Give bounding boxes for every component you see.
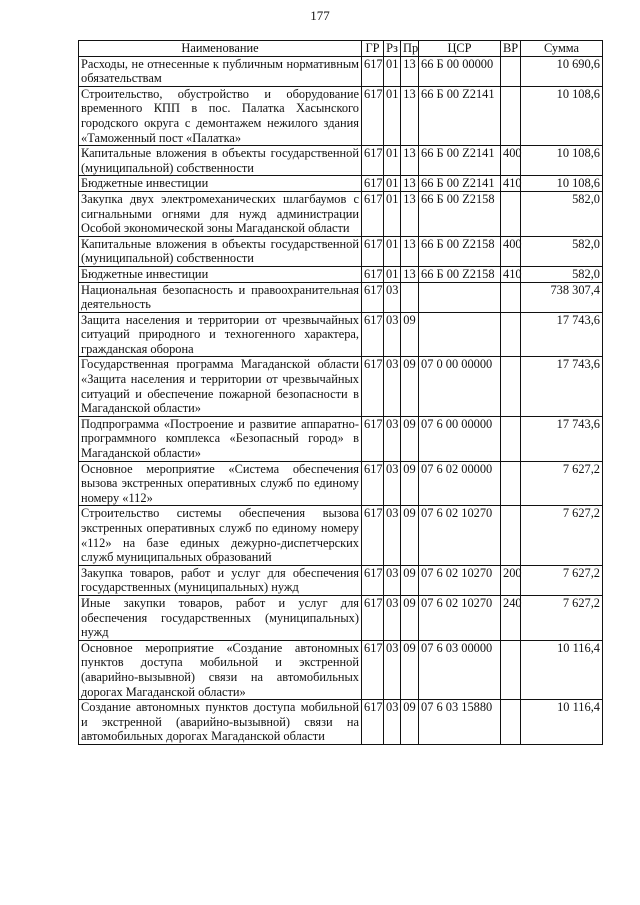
cell-csr: 07 6 02 10270 [419, 595, 501, 640]
cell-rz: 03 [384, 282, 401, 312]
cell-rz: 03 [384, 357, 401, 416]
cell-rz: 01 [384, 146, 401, 176]
table-row [79, 236, 603, 266]
cell-name: Бюджетные инвестиции [79, 266, 362, 282]
cell-vr [501, 56, 521, 86]
cell-name: Основное мероприятие «Создание автономных пунктов доступа мобильной и экстренной (аварийно-вызывной) связи на автомобильных дорогах Магаданской области» [79, 640, 362, 699]
cell-csr: 07 6 03 00000 [419, 640, 501, 699]
cell-csr [419, 312, 501, 357]
cell-csr: 07 6 03 15880 [419, 700, 501, 745]
table-row [79, 282, 603, 312]
table-row [79, 191, 603, 236]
cell-pr: 09 [401, 416, 419, 461]
header-sum: Сумма [521, 41, 603, 57]
cell-rz: 03 [384, 506, 401, 565]
cell-gr: 617 [362, 506, 384, 565]
cell-sum: 17 743,6 [521, 312, 603, 357]
cell-gr: 617 [362, 595, 384, 640]
cell-rz: 03 [384, 700, 401, 745]
cell-name: Строительство системы обеспечения вызова экстренных оперативных служб по единому номеру «112» на базе единых дежурно-диспетчерских служб муниципальных образований [79, 506, 362, 565]
cell-vr [501, 312, 521, 357]
cell-csr: 66 Б 00 Z2158 [419, 266, 501, 282]
cell-sum: 10 108,6 [521, 86, 603, 145]
cell-name: Национальная безопасность и правоохранительная деятельность [79, 282, 362, 312]
cell-vr [501, 416, 521, 461]
cell-rz: 03 [384, 595, 401, 640]
cell-pr: 13 [401, 191, 419, 236]
cell-gr: 617 [362, 312, 384, 357]
cell-rz: 03 [384, 312, 401, 357]
cell-sum: 10 116,4 [521, 700, 603, 745]
cell-gr: 617 [362, 266, 384, 282]
cell-vr: 400 [501, 146, 521, 176]
cell-pr: 09 [401, 640, 419, 699]
cell-rz: 03 [384, 565, 401, 595]
cell-vr [501, 506, 521, 565]
cell-sum: 582,0 [521, 191, 603, 236]
budget-table [78, 40, 603, 745]
cell-sum: 7 627,2 [521, 595, 603, 640]
cell-sum: 10 690,6 [521, 56, 603, 86]
table-row [79, 700, 603, 745]
cell-csr: 66 Б 00 Z2158 [419, 191, 501, 236]
cell-csr: 07 6 02 10270 [419, 565, 501, 595]
cell-name: Основное мероприятие «Система обеспечения вызова экстренных оперативных служб по единому номеру «112» [79, 461, 362, 506]
cell-rz: 03 [384, 461, 401, 506]
cell-pr: 09 [401, 506, 419, 565]
header-rz: Рз [384, 41, 401, 57]
table-row [79, 266, 603, 282]
cell-rz: 01 [384, 86, 401, 145]
table-row [79, 146, 603, 176]
table-row [79, 176, 603, 192]
cell-vr [501, 700, 521, 745]
cell-gr: 617 [362, 282, 384, 312]
table-row [79, 461, 603, 506]
cell-vr [501, 640, 521, 699]
page-number: 177 [310, 8, 330, 23]
cell-csr: 07 0 00 00000 [419, 357, 501, 416]
table-row [79, 506, 603, 565]
cell-csr: 07 6 00 00000 [419, 416, 501, 461]
cell-pr: 13 [401, 236, 419, 266]
cell-pr: 13 [401, 176, 419, 192]
header-gr: ГР [362, 41, 384, 57]
cell-sum: 582,0 [521, 236, 603, 266]
cell-pr [401, 282, 419, 312]
cell-csr: 66 Б 00 00000 [419, 56, 501, 86]
cell-gr: 617 [362, 357, 384, 416]
cell-vr: 200 [501, 565, 521, 595]
table-body [79, 56, 603, 744]
cell-gr: 617 [362, 191, 384, 236]
cell-vr [501, 357, 521, 416]
cell-csr: 66 Б 00 Z2158 [419, 236, 501, 266]
cell-csr: 07 6 02 10270 [419, 506, 501, 565]
header-vr: ВР [501, 41, 521, 57]
cell-gr: 617 [362, 565, 384, 595]
table-row [79, 416, 603, 461]
table-row [79, 312, 603, 357]
cell-gr: 617 [362, 176, 384, 192]
cell-sum: 10 108,6 [521, 146, 603, 176]
cell-gr: 617 [362, 236, 384, 266]
cell-name: Закупка товаров, работ и услуг для обеспечения государственных (муниципальных) нужд [79, 565, 362, 595]
table-row [79, 56, 603, 86]
cell-vr [501, 282, 521, 312]
cell-name: Государственная программа Магаданской области «Защита населения и территории от чрезвычайных ситуаций и обеспечение пожарной безопасности в Магаданской области» [79, 357, 362, 416]
cell-vr: 410 [501, 266, 521, 282]
cell-csr [419, 282, 501, 312]
cell-sum: 738 307,4 [521, 282, 603, 312]
cell-csr: 66 Б 00 Z2141 [419, 86, 501, 145]
cell-sum: 7 627,2 [521, 565, 603, 595]
cell-csr: 66 Б 00 Z2141 [419, 146, 501, 176]
table-row [79, 640, 603, 699]
cell-pr: 09 [401, 461, 419, 506]
cell-name: Создание автономных пунктов доступа мобильной и экстренной (аварийно-вызывной) связи на автомобильных дорогах Магаданской области [79, 700, 362, 745]
cell-name: Закупка двух электромеханических шлагбаумов с сигнальными огнями для нужд администрации Особой экономической зоны Магаданской области [79, 191, 362, 236]
cell-gr: 617 [362, 461, 384, 506]
cell-vr [501, 191, 521, 236]
cell-rz: 01 [384, 176, 401, 192]
header-pr: Пр [401, 41, 419, 57]
cell-rz: 01 [384, 191, 401, 236]
cell-vr: 400 [501, 236, 521, 266]
cell-name: Капитальные вложения в объекты государственной (муниципальной) собственности [79, 146, 362, 176]
cell-vr [501, 86, 521, 145]
cell-vr: 410 [501, 176, 521, 192]
table-row [79, 565, 603, 595]
cell-gr: 617 [362, 640, 384, 699]
cell-name: Иные закупки товаров, работ и услуг для обеспечения государственных (муниципальных) нужд [79, 595, 362, 640]
cell-csr: 07 6 02 00000 [419, 461, 501, 506]
cell-pr: 13 [401, 56, 419, 86]
cell-name: Подпрограмма «Построение и развитие аппаратно-программного комплекса «Безопасный город» в Магаданской области» [79, 416, 362, 461]
cell-name: Капитальные вложения в объекты государственной (муниципальной) собственности [79, 236, 362, 266]
cell-pr: 09 [401, 357, 419, 416]
cell-sum: 7 627,2 [521, 506, 603, 565]
cell-name: Строительство, обустройство и оборудование временного КПП в пос. Палатка Хасынского городского округа с демонтажем нежилого здания «Таможенный пост «Палатка» [79, 86, 362, 145]
cell-pr: 09 [401, 312, 419, 357]
table-row [79, 86, 603, 145]
cell-pr: 13 [401, 146, 419, 176]
header-name: Наименование [79, 41, 362, 57]
cell-sum: 582,0 [521, 266, 603, 282]
header-csr: ЦСР [419, 41, 501, 57]
cell-pr: 13 [401, 86, 419, 145]
cell-name: Защита населения и территории от чрезвычайных ситуаций природного и техногенного характера, гражданская оборона [79, 312, 362, 357]
cell-csr: 66 Б 00 Z2141 [419, 176, 501, 192]
cell-rz: 01 [384, 56, 401, 86]
cell-gr: 617 [362, 700, 384, 745]
table-row [79, 595, 603, 640]
cell-name: Расходы, не отнесенные к публичным нормативным обязательствам [79, 56, 362, 86]
cell-gr: 617 [362, 416, 384, 461]
cell-rz: 03 [384, 416, 401, 461]
cell-name: Бюджетные инвестиции [79, 176, 362, 192]
cell-sum: 17 743,6 [521, 416, 603, 461]
cell-vr [501, 461, 521, 506]
cell-gr: 617 [362, 56, 384, 86]
cell-sum: 10 116,4 [521, 640, 603, 699]
cell-gr: 617 [362, 146, 384, 176]
cell-pr: 13 [401, 266, 419, 282]
cell-rz: 03 [384, 640, 401, 699]
cell-sum: 17 743,6 [521, 357, 603, 416]
cell-rz: 01 [384, 236, 401, 266]
cell-pr: 09 [401, 700, 419, 745]
cell-vr: 240 [501, 595, 521, 640]
cell-pr: 09 [401, 565, 419, 595]
cell-gr: 617 [362, 86, 384, 145]
cell-sum: 10 108,6 [521, 176, 603, 192]
table-row [79, 357, 603, 416]
cell-rz: 01 [384, 266, 401, 282]
table-header [79, 41, 603, 57]
cell-sum: 7 627,2 [521, 461, 603, 506]
cell-pr: 09 [401, 595, 419, 640]
